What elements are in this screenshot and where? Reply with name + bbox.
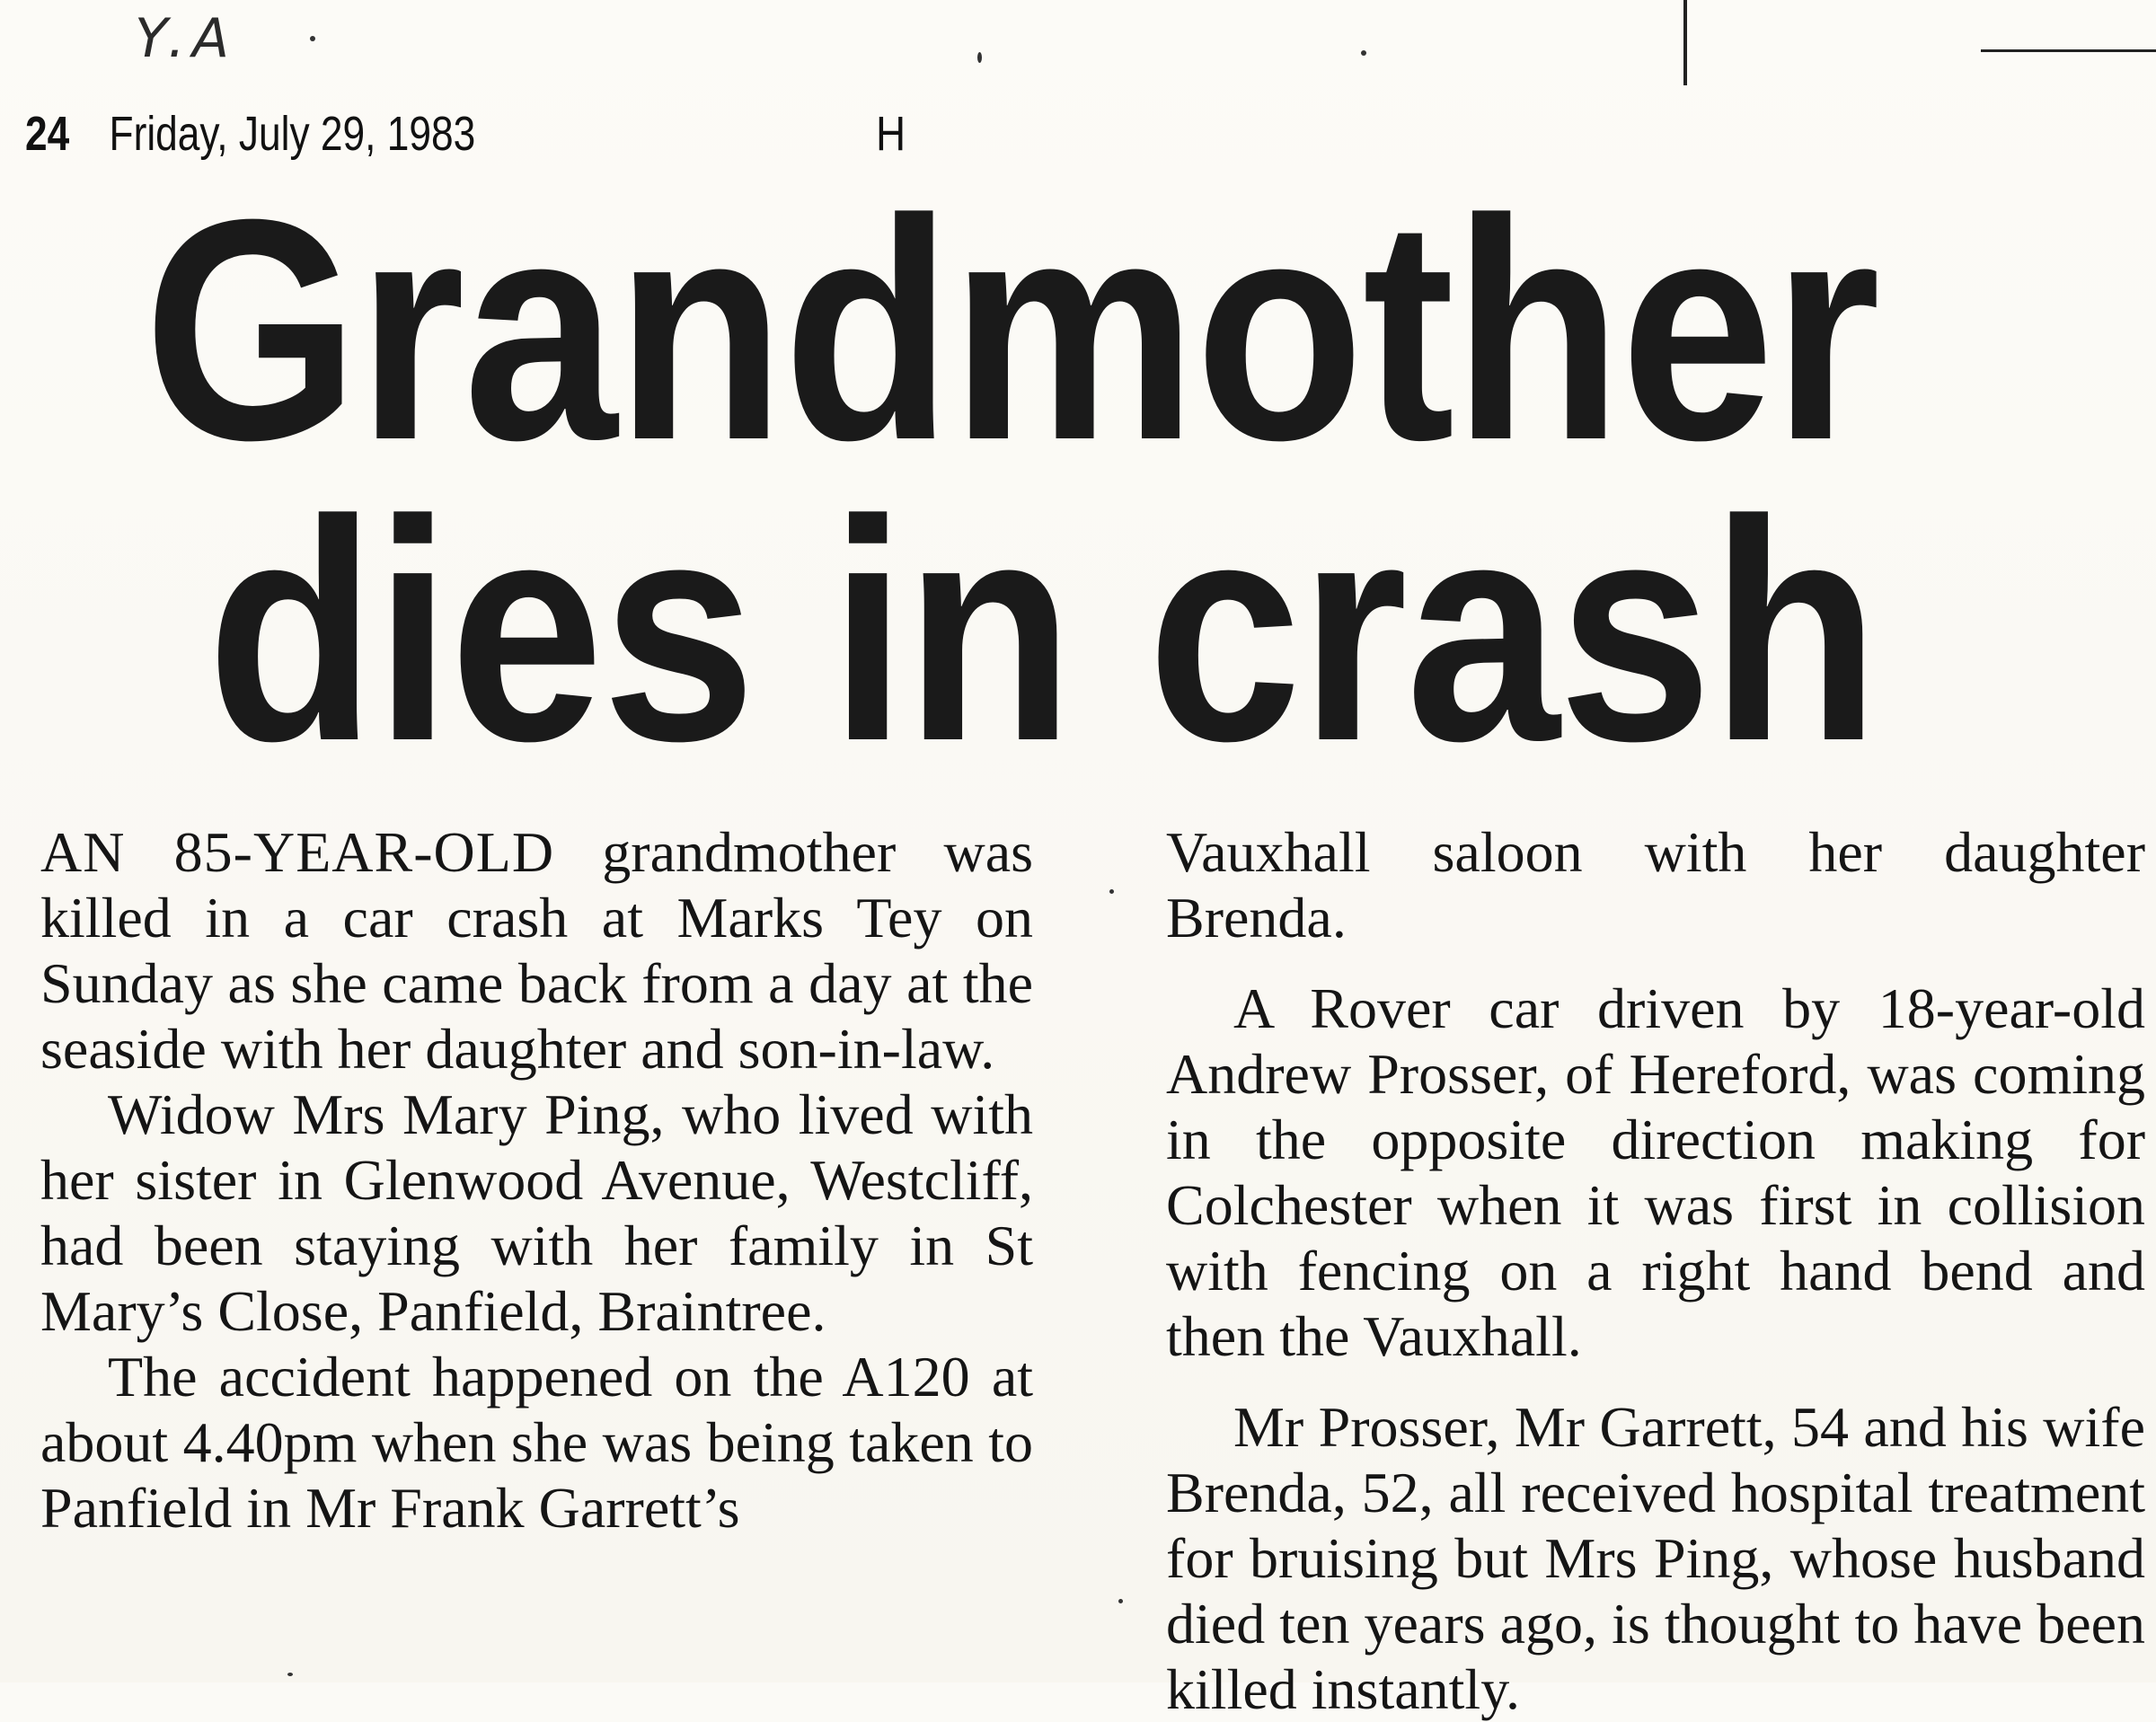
article-column-left <box>40 819 1033 1541</box>
article-paragraph: The accident happened on the A120 at about 4.40pm when she was being taken to Panfield in Mr Frank Garrett’s <box>40 1345 1033 1540</box>
article-paragraph: Mr Prosser, Mr Garrett, 54 and his wife Brenda, 52, all received hospital treatment for bruising but Mrs Ping, whose husband died ten years ago, is thought to have been killed instantly. <box>1166 1395 2145 1721</box>
paragraph-text: grandmother was killed in a car crash at Marks Tey on Sunday as she came back from a day at the seaside with her daughter and son-in-law. <box>40 820 1033 1081</box>
print-speck <box>1118 1599 1123 1603</box>
publication-date: Friday, July 29, 1983 <box>109 107 476 161</box>
handwritten-annotation: Y.A <box>135 7 237 70</box>
print-speck <box>977 52 982 63</box>
lead-in-caps: AN 85-YEAR-OLD <box>40 820 555 884</box>
article-paragraph: Widow Mrs Mary Ping, who lived with her sister in Glenwood Avenue, Westcliff, had been staying with her family in St Mary’s Close, Panfield, Braintree. <box>40 1082 1033 1343</box>
print-speck <box>1361 50 1366 56</box>
headline-line-2: dies in crash <box>207 455 1878 807</box>
headline-line-1: Grandmother <box>144 155 1879 506</box>
print-speck <box>287 1673 293 1676</box>
article-paragraph: Vauxhall saloon with her daughter Brenda. <box>1166 820 2145 949</box>
article-paragraph: A Rover car driven by 18-year-old Andrew Prosser, of Hereford, was coming in the opposite direction making for Colchester when it was first in collision with fencing on a right hand bend and then the Vauxhall. <box>1166 976 2145 1368</box>
column-rule-vertical <box>1683 0 1687 85</box>
edition-mark: H <box>876 107 906 161</box>
page-number: 24 <box>25 107 70 161</box>
article-column-right <box>1166 819 2145 1722</box>
headline <box>144 155 1962 807</box>
print-speck <box>310 36 315 41</box>
column-rule-horizontal <box>1981 49 2156 52</box>
print-speck <box>1109 889 1114 894</box>
article-paragraph <box>40 819 1033 1082</box>
